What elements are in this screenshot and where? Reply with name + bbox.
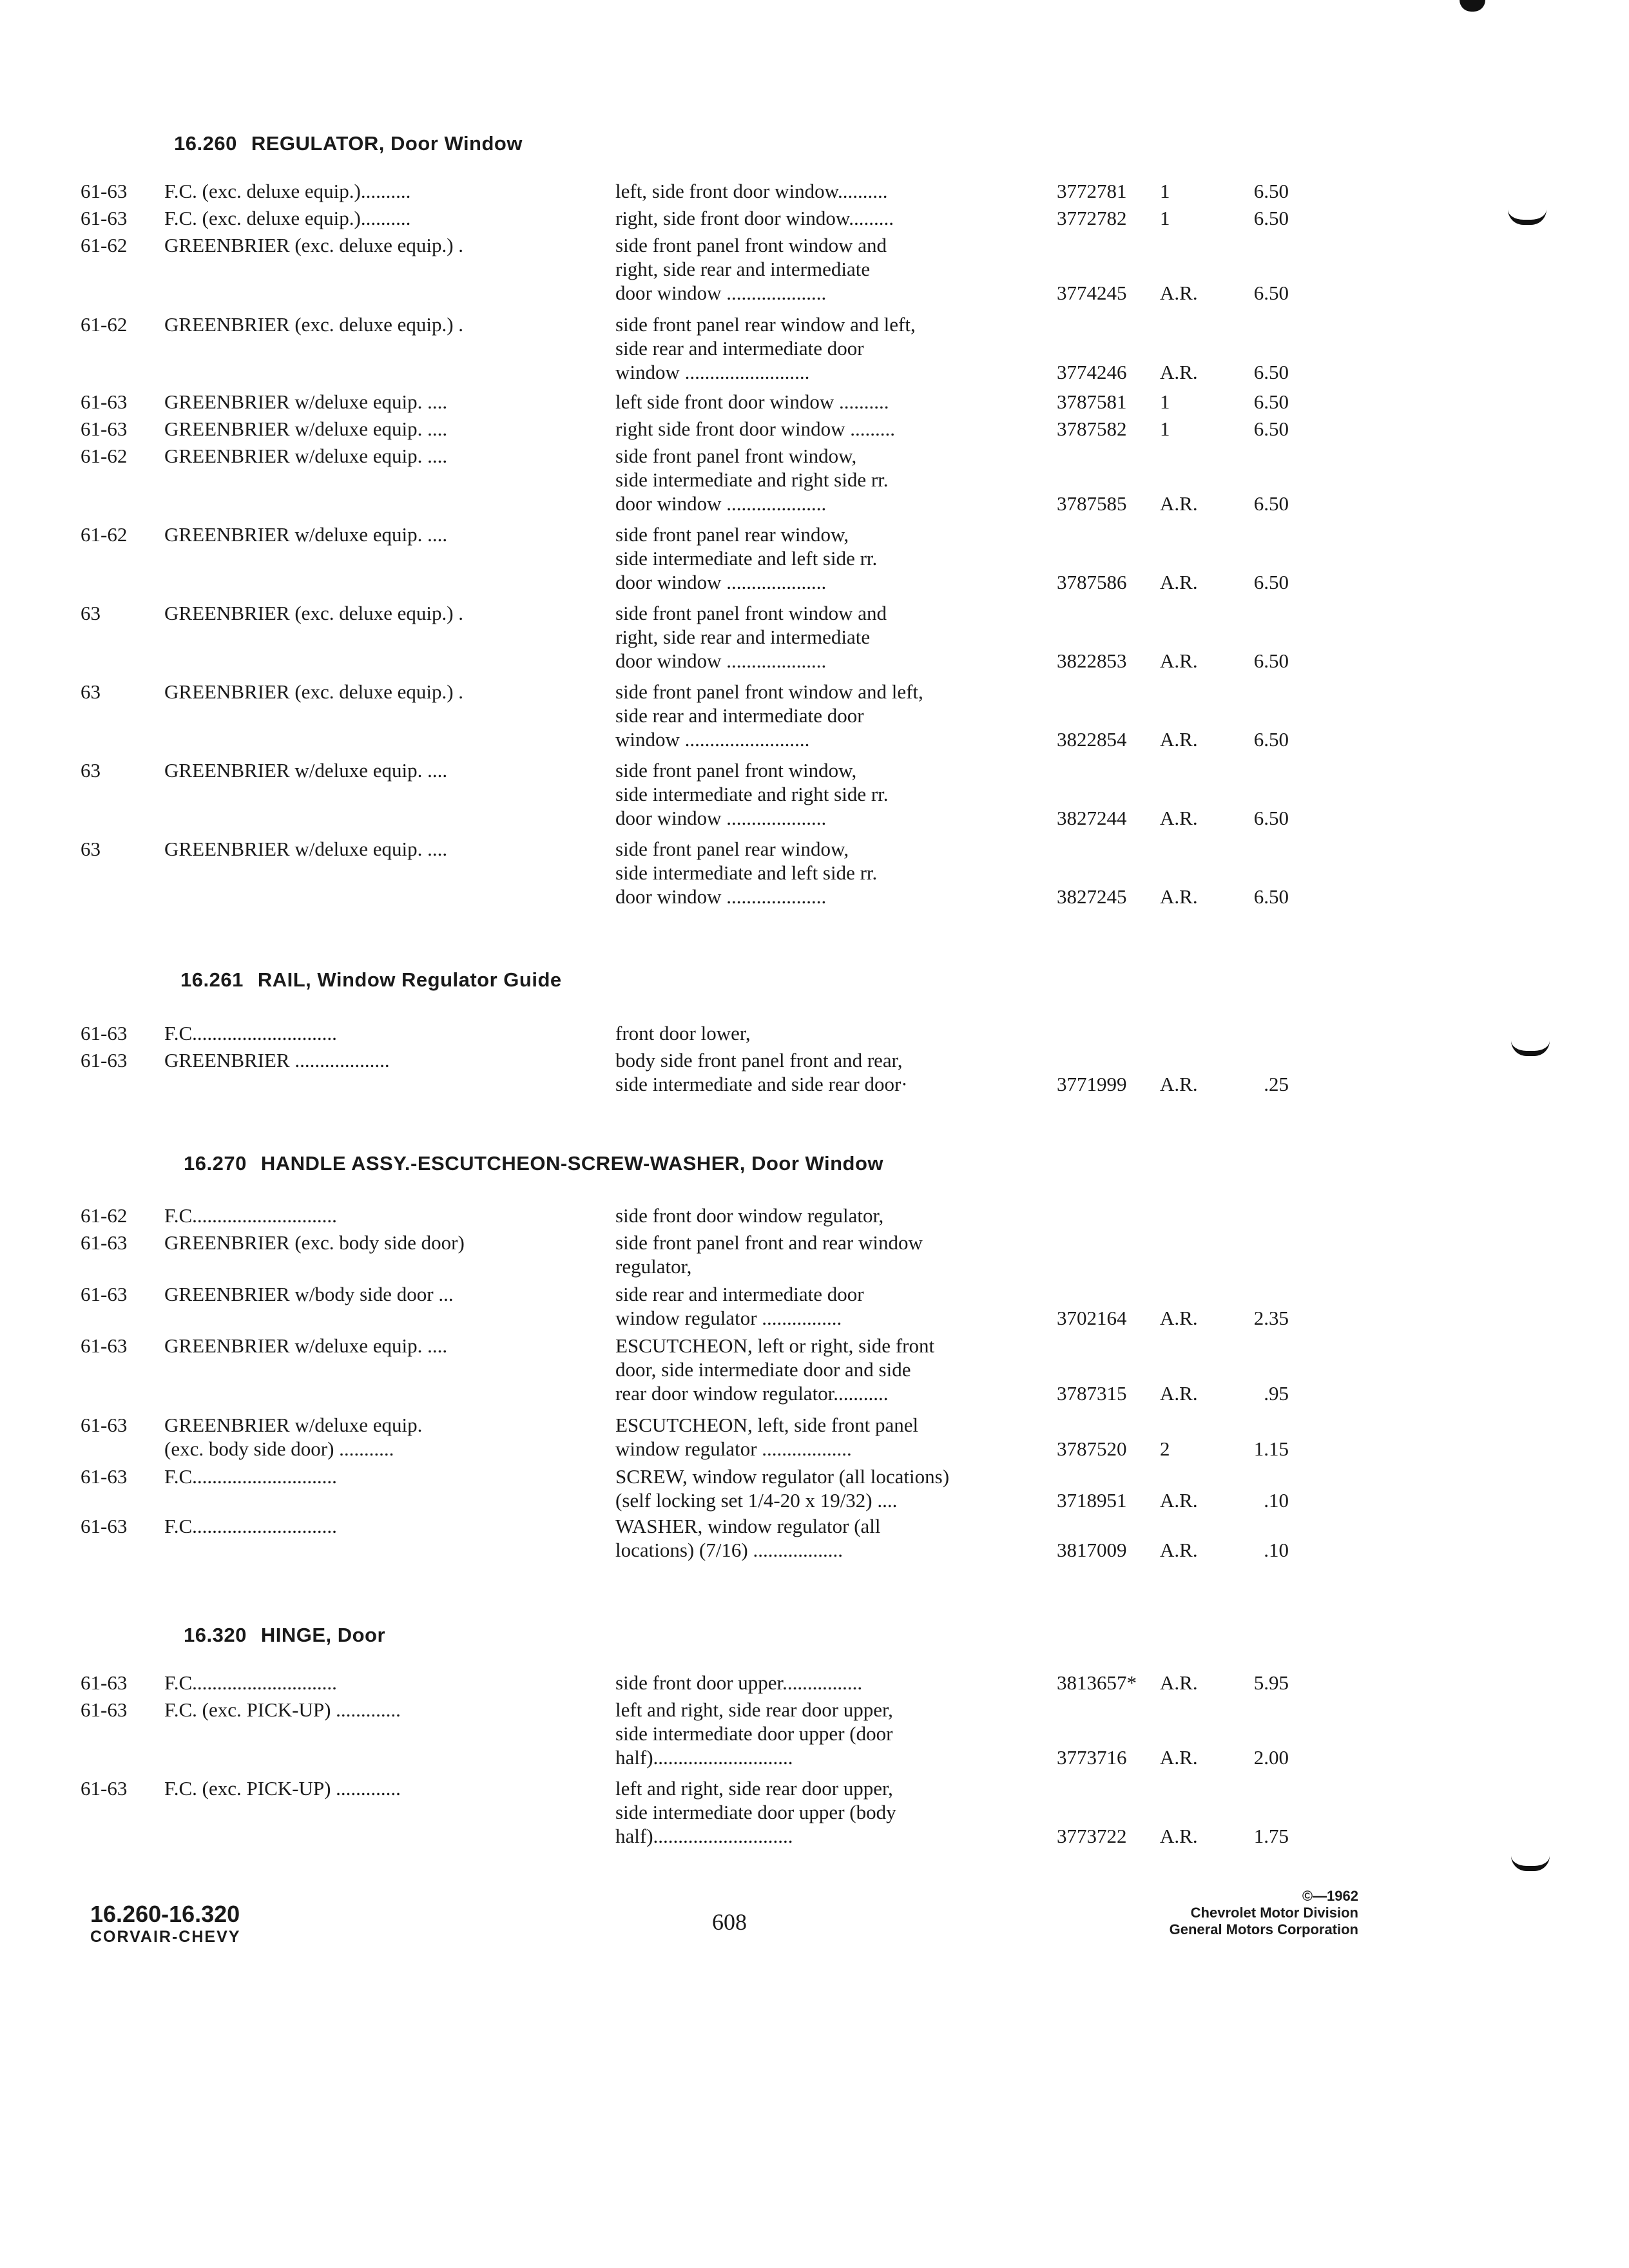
- part-number-cell: 3822853: [1057, 649, 1127, 672]
- model-cell: GREENBRIER w/deluxe equip. ....: [164, 759, 448, 782]
- price-cell: 6.50: [1253, 390, 1289, 413]
- section-number: 16.320: [184, 1624, 247, 1646]
- section-number: 16.261: [180, 968, 244, 991]
- quantity-cell: 1: [1160, 207, 1170, 229]
- part-number-cell: 3772782: [1057, 207, 1127, 229]
- description-cell: side front panel front window and left, side rear and intermediate door window .........................: [615, 680, 923, 751]
- year-cell: 61-63: [81, 1231, 128, 1254]
- quantity-cell: A.R.: [1160, 1671, 1198, 1694]
- quantity-cell: A.R.: [1160, 361, 1198, 383]
- section-title: [174, 132, 523, 155]
- year-cell: 61-63: [81, 1671, 128, 1694]
- description-cell: side front panel front window, side intermediate and right side rr. door window ....................: [615, 445, 889, 515]
- year-cell: 61-63: [81, 1777, 128, 1800]
- quantity-cell: A.R.: [1160, 1746, 1198, 1769]
- price-cell: 6.50: [1253, 492, 1289, 515]
- description-cell: left side front door window ..........: [615, 390, 889, 413]
- price-cell: .25: [1264, 1073, 1289, 1095]
- price-cell: 6.50: [1253, 207, 1289, 229]
- year-cell: 61-63: [81, 1334, 128, 1357]
- model-cell: F.C.............................: [164, 1022, 337, 1044]
- quantity-cell: 1: [1160, 390, 1170, 413]
- quantity-cell: A.R.: [1160, 1382, 1198, 1405]
- description-cell: side front panel rear window, side intermediate and left side rr. door window ....................: [615, 838, 878, 908]
- description-cell: body side front panel front and rear, side intermediate and side rear door·: [615, 1049, 908, 1095]
- price-cell: 5.95: [1253, 1671, 1289, 1694]
- description-cell: side front door upper................: [615, 1671, 863, 1694]
- footer-left: [90, 1901, 240, 1946]
- quantity-cell: A.R.: [1160, 807, 1198, 829]
- price-cell: 6.50: [1253, 807, 1289, 829]
- scan-mark: [1460, 0, 1485, 12]
- quantity-cell: A.R.: [1160, 1307, 1198, 1329]
- section-heading: REGULATOR, Door Window: [251, 132, 523, 155]
- model-cell: F.C.............................: [164, 1465, 337, 1488]
- description-cell: side front panel rear window, side intermediate and left side rr. door window ....................: [615, 523, 878, 593]
- footer-section-range: 16.260-16.320: [90, 1901, 240, 1927]
- year-cell: 61-63: [81, 390, 128, 413]
- quantity-cell: A.R.: [1160, 649, 1198, 672]
- year-cell: 61-63: [81, 1465, 128, 1488]
- price-cell: .10: [1264, 1489, 1289, 1512]
- division: Chevrolet Motor Division: [1190, 1905, 1358, 1921]
- part-number-cell: 3787582: [1057, 418, 1127, 440]
- description-cell: side front panel front window and right, side rear and intermediate door window ....................: [615, 602, 887, 672]
- model-cell: GREENBRIER w/deluxe equip. ....: [164, 418, 448, 440]
- price-cell: 6.50: [1253, 728, 1289, 751]
- price-cell: 6.50: [1253, 418, 1289, 440]
- year-cell: 61-62: [81, 234, 128, 256]
- part-number-cell: 3774245: [1057, 282, 1127, 304]
- section-heading: HINGE, Door: [260, 1624, 386, 1646]
- quantity-cell: A.R.: [1160, 1825, 1198, 1847]
- year-cell: 63: [81, 680, 101, 703]
- description-cell: SCREW, window regulator (all locations) (self locking set 1/4-20 x 19/32) ....: [615, 1465, 950, 1512]
- description-cell: ESCUTCHEON, left, side front panel window regulator ..................: [615, 1414, 919, 1460]
- year-cell: 61-63: [81, 1283, 128, 1305]
- year-cell: 61-62: [81, 523, 128, 546]
- model-cell: GREENBRIER w/deluxe equip. ....: [164, 390, 448, 413]
- description-cell: side front panel rear window and left, side rear and intermediate door window .........................: [615, 313, 916, 383]
- part-number-cell: 3817009: [1057, 1539, 1127, 1561]
- part-number-cell: 3827244: [1057, 807, 1127, 829]
- model-cell: GREENBRIER w/deluxe equip. ....: [164, 445, 448, 467]
- model-cell: GREENBRIER w/body side door ...: [164, 1283, 454, 1305]
- part-number-cell: 3772781: [1057, 180, 1127, 202]
- price-cell: 1.75: [1253, 1825, 1289, 1847]
- model-cell: GREENBRIER w/deluxe equip. ....: [164, 838, 448, 860]
- price-cell: .10: [1264, 1539, 1289, 1561]
- model-cell: GREENBRIER w/deluxe equip. (exc. body side door) ...........: [164, 1414, 423, 1460]
- page-number: 608: [712, 1909, 747, 1935]
- description-cell: side front door window regulator,: [615, 1204, 884, 1227]
- section-number: 16.260: [174, 132, 237, 155]
- section-title: [184, 1624, 385, 1647]
- quantity-cell: A.R.: [1160, 282, 1198, 304]
- quantity-cell: 2: [1160, 1437, 1170, 1460]
- model-cell: F.C.............................: [164, 1204, 337, 1227]
- binder-hole-mark: [1511, 1041, 1550, 1056]
- price-cell: .95: [1264, 1382, 1289, 1405]
- part-number-cell: 3787581: [1057, 390, 1127, 413]
- model-cell: GREENBRIER (exc. deluxe equip.) .: [164, 602, 464, 624]
- description-cell: front door lower,: [615, 1022, 751, 1044]
- description-cell: left and right, side rear door upper, side intermediate door upper (body half)............................: [615, 1777, 896, 1847]
- part-number-cell: 3787520: [1057, 1437, 1127, 1460]
- price-cell: 2.00: [1253, 1746, 1289, 1769]
- quantity-cell: 1: [1160, 180, 1170, 202]
- part-number-cell: 3771999: [1057, 1073, 1127, 1095]
- year-cell: 61-63: [81, 207, 128, 229]
- model-cell: GREENBRIER w/deluxe equip. ....: [164, 523, 448, 546]
- price-cell: 6.50: [1253, 649, 1289, 672]
- model-cell: GREENBRIER (exc. deluxe equip.) .: [164, 313, 464, 336]
- description-cell: side front panel front and rear window regulator,: [615, 1231, 923, 1278]
- model-cell: GREENBRIER w/deluxe equip. ....: [164, 1334, 448, 1357]
- binder-hole-mark: [1508, 209, 1547, 225]
- section-number: 16.270: [184, 1152, 247, 1175]
- description-cell: left and right, side rear door upper, side intermediate door upper (door half)............................: [615, 1698, 893, 1769]
- year-cell: 61-62: [81, 445, 128, 467]
- part-number-cell: 3773722: [1057, 1825, 1127, 1847]
- part-number-cell: 3813657*: [1057, 1671, 1137, 1694]
- year-cell: 61-63: [81, 1515, 128, 1537]
- price-cell: 6.50: [1253, 361, 1289, 383]
- section-heading: RAIL, Window Regulator Guide: [257, 968, 562, 991]
- year-cell: 61-63: [81, 1022, 128, 1044]
- price-cell: 6.50: [1253, 180, 1289, 202]
- price-cell: 6.50: [1253, 282, 1289, 304]
- section-title: [180, 968, 562, 992]
- part-number-cell: 3787585: [1057, 492, 1127, 515]
- year-cell: 61-63: [81, 180, 128, 202]
- model-cell: F.C. (exc. PICK-UP) .............: [164, 1698, 401, 1721]
- year-cell: 61-62: [81, 313, 128, 336]
- year-cell: 61-63: [81, 1698, 128, 1721]
- year-cell: 63: [81, 759, 101, 782]
- description-cell: left, side front door window..........: [615, 180, 888, 202]
- part-number-cell: 3774246: [1057, 361, 1127, 383]
- description-cell: side rear and intermediate door window regulator ................: [615, 1283, 864, 1329]
- description-cell: ESCUTCHEON, left or right, side front door, side intermediate door and side rear door window regulator...........: [615, 1334, 935, 1405]
- section-title: [184, 1152, 883, 1175]
- model-cell: F.C. (exc. deluxe equip.)..........: [164, 180, 411, 202]
- description-cell: right, side front door window.........: [615, 207, 894, 229]
- description-cell: right side front door window .........: [615, 418, 895, 440]
- section-heading: HANDLE ASSY.-ESCUTCHEON-SCREW-WASHER, Door Window: [260, 1152, 884, 1175]
- part-number-cell: 3773716: [1057, 1746, 1127, 1769]
- year-cell: 61-63: [81, 418, 128, 440]
- quantity-cell: A.R.: [1160, 728, 1198, 751]
- part-number-cell: 3787315: [1057, 1382, 1127, 1405]
- quantity-cell: A.R.: [1160, 1539, 1198, 1561]
- description-cell: side front panel front window, side intermediate and right side rr. door window ....................: [615, 759, 889, 829]
- model-cell: F.C.............................: [164, 1515, 337, 1537]
- part-number-cell: 3718951: [1057, 1489, 1127, 1512]
- model-cell: GREENBRIER ...................: [164, 1049, 390, 1072]
- description-cell: side front panel front window and right, side rear and intermediate door window ....................: [615, 234, 887, 304]
- description-cell: WASHER, window regulator (all locations) (7/16) ..................: [615, 1515, 881, 1561]
- footer-right: [1170, 1888, 1358, 1938]
- part-number-cell: 3822854: [1057, 728, 1127, 751]
- quantity-cell: A.R.: [1160, 571, 1198, 593]
- model-cell: F.C.............................: [164, 1671, 337, 1694]
- binder-hole-mark: [1511, 1856, 1550, 1871]
- year-cell: 61-62: [81, 1204, 128, 1227]
- footer-brand: CORVAIR-CHEVY: [90, 1928, 241, 1946]
- part-number-cell: 3827245: [1057, 885, 1127, 908]
- year-cell: 61-63: [81, 1414, 128, 1436]
- year-cell: 61-63: [81, 1049, 128, 1072]
- quantity-cell: 1: [1160, 418, 1170, 440]
- quantity-cell: A.R.: [1160, 1489, 1198, 1512]
- price-cell: 6.50: [1253, 571, 1289, 593]
- price-cell: 1.15: [1253, 1437, 1289, 1460]
- year-cell: 63: [81, 602, 101, 624]
- copyright: ©—1962: [1302, 1888, 1358, 1904]
- part-number-cell: 3702164: [1057, 1307, 1127, 1329]
- model-cell: GREENBRIER (exc. deluxe equip.) .: [164, 234, 464, 256]
- model-cell: GREENBRIER (exc. body side door): [164, 1231, 465, 1254]
- corporation: General Motors Corporation: [1169, 1921, 1358, 1937]
- price-cell: 6.50: [1253, 885, 1289, 908]
- quantity-cell: A.R.: [1160, 1073, 1198, 1095]
- model-cell: GREENBRIER (exc. deluxe equip.) .: [164, 680, 464, 703]
- model-cell: F.C. (exc. deluxe equip.)..........: [164, 207, 411, 229]
- year-cell: 63: [81, 838, 101, 860]
- part-number-cell: 3787586: [1057, 571, 1127, 593]
- model-cell: F.C. (exc. PICK-UP) .............: [164, 1777, 401, 1800]
- quantity-cell: A.R.: [1160, 885, 1198, 908]
- quantity-cell: A.R.: [1160, 492, 1198, 515]
- price-cell: 2.35: [1253, 1307, 1289, 1329]
